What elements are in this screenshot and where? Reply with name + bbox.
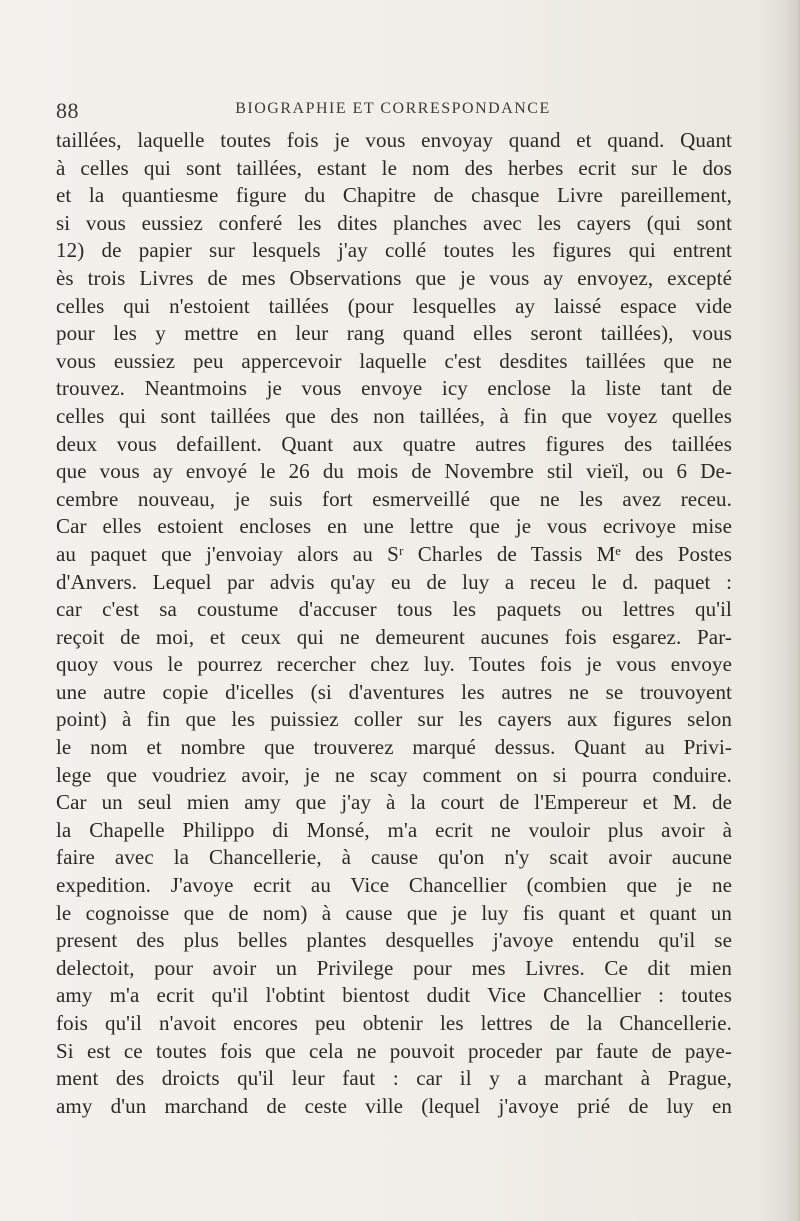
text-line: trouvez. Neantmoins je vous envoye icy enclose la liste tant de: [56, 376, 732, 401]
text-line: et la quantiesme figure du Chapitre de chasque Livre pareillement,: [56, 183, 732, 208]
text-line: car c'est sa coustume d'accuser tous les paquets ou lettres qu'il: [56, 597, 732, 622]
text-line: amy d'un marchand de ceste ville (lequel j'avoye prié de luy en: [56, 1093, 732, 1118]
text-line: à celles qui sont taillées, estant le nom des herbes ecrit sur le dos: [56, 155, 732, 180]
text-line: le cognoisse que de nom) à cause que je luy fis quant et quant un: [56, 900, 732, 925]
text-line: fois qu'il n'avoit encores peu obtenir les lettres de la Chancellerie.: [56, 1011, 732, 1035]
body-text: [56, 127, 732, 1120]
text-line: le nom et nombre que trouverez marqué dessus. Quant au Privi-: [56, 735, 732, 760]
text-line: Si est ce toutes fois que cela ne pouvoit proceder par faute de paye-: [56, 1038, 732, 1063]
text-line: la Chapelle Philippo di Monsé, m'a ecrit ne vouloir plus avoir à: [56, 817, 732, 842]
text-line: celles qui sont taillées que des non taillées, à fin que voyez quelles: [56, 403, 732, 428]
text-line: si vous eussiez conferé les dites planches avec les cayers (qui sont: [56, 210, 732, 235]
text-line: reçoit de moi, et ceux qui ne demeurent aucunes fois esgarez. Par-: [56, 624, 732, 649]
text-line: delectoit, pour avoir un Privilege pour mes Livres. Ce dit mien: [56, 955, 732, 980]
page-number: 88: [56, 98, 79, 123]
text-line: Car un seul mien amy que j'ay à la court de l'Empereur et M. de: [56, 790, 732, 815]
text-line: ès trois Livres de mes Observations que je vous ay envoyez, excepté: [56, 265, 732, 290]
text-line: cembre nouveau, je suis fort esmerveillé que ne les avez receu.: [56, 486, 732, 511]
text-line: faire avec la Chancellerie, à cause qu'on n'y scait avoir aucune: [56, 845, 732, 870]
page-edge-shadow: [786, 0, 800, 1221]
text-line: au paquet que j'envoiay alors au Sʳ Charles de Tassis Mᵉ des Postes: [56, 541, 732, 566]
text-line: quoy vous le pourrez recercher chez luy. Toutes fois je vous envoye: [56, 652, 732, 677]
text-line: point) à fin que les puissiez coller sur les cayers aux figures selon: [56, 707, 732, 732]
text-line: d'Anvers. Lequel par advis qu'ay eu de luy a receu le d. paquet :: [56, 569, 732, 594]
text-line: deux vous defaillent. Quant aux quatre autres figures des taillées: [56, 431, 732, 456]
text-line: vous eussiez peu appercevoir laquelle c'est desdites taillées que ne: [56, 348, 732, 373]
text-line: que vous ay envoyé le 26 du mois de Novembre stil vieïl, ou 6 De-: [56, 459, 732, 484]
text-line: present des plus belles plantes desquelles j'avoye entendu qu'il se: [56, 928, 732, 953]
running-head: BIOGRAPHIE ET CORRESPONDANCE: [235, 100, 551, 117]
text-line: Car elles estoient encloses en une lettre que je vous ecrivoye mise: [56, 514, 732, 539]
text-line: pour les y mettre en leur rang quand elles seront taillées), vous: [56, 321, 732, 346]
text-line: amy m'a ecrit qu'il l'obtint bientost dudit Vice Chancellier : toutes: [56, 983, 732, 1008]
text-line: expedition. J'avoye ecrit au Vice Chancellier (combien que je ne: [56, 873, 732, 898]
text-line: 12) de papier sur lesquels j'ay collé toutes les figures qui entrent: [56, 238, 732, 263]
text-line: lege que voudriez avoir, je ne scay comment on si pourra conduire.: [56, 762, 732, 787]
page-header: [56, 98, 730, 122]
text-line: celles qui n'estoient taillées (pour lesquelles ay laissé espace vide: [56, 293, 732, 318]
text-line: taillées, laquelle toutes fois je vous envoyay quand et quand. Quant: [56, 128, 732, 152]
text-line: ment des droicts qu'il leur faut : car il y a marchant à Prague,: [56, 1066, 732, 1091]
text-line: une autre copie d'icelles (si d'aventures les autres ne se trouvoyent: [56, 679, 732, 704]
